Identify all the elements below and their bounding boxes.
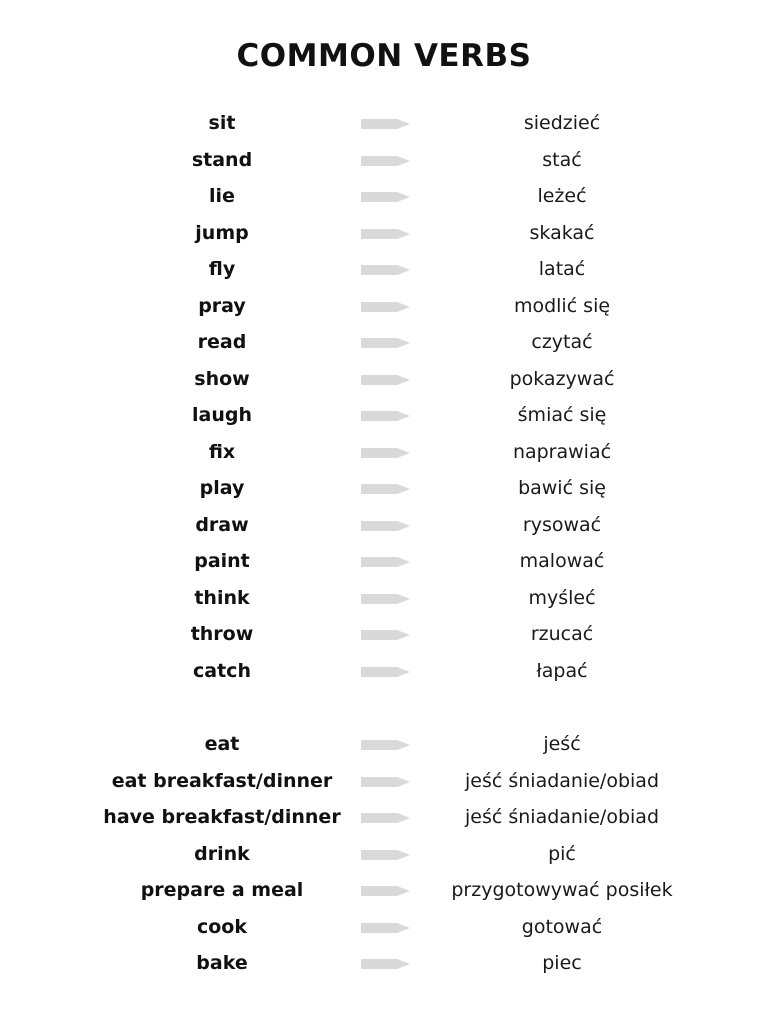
arrow-icon <box>361 337 411 349</box>
polish-translation: bawić się <box>518 477 606 499</box>
verb-row <box>0 585 768 611</box>
arrow-icon <box>361 191 411 203</box>
english-verb: drink <box>194 843 250 865</box>
english-verb: draw <box>195 514 249 536</box>
verb-row <box>0 731 768 757</box>
verb-row <box>0 256 768 282</box>
english-verb: bake <box>196 952 248 974</box>
verb-row <box>0 220 768 246</box>
verb-row <box>0 366 768 392</box>
arrow-icon <box>361 520 411 532</box>
english-verb: sit <box>208 112 236 134</box>
english-verb: eat <box>204 733 240 755</box>
english-verb: stand <box>191 149 253 171</box>
english-verb: lie <box>209 185 235 207</box>
english-verb: eat breakfast/dinner <box>111 770 333 792</box>
english-verb: play <box>199 477 245 499</box>
english-verb: throw <box>190 623 254 645</box>
arrow-icon <box>361 447 411 459</box>
arrow-icon <box>361 666 411 678</box>
verb-row <box>0 877 768 903</box>
arrow-icon <box>361 483 411 495</box>
verb-row <box>0 512 768 538</box>
arrow-icon <box>361 629 411 641</box>
polish-translation: rzucać <box>530 623 594 645</box>
arrow-icon <box>361 264 411 276</box>
verb-row <box>0 768 768 794</box>
english-verb: show <box>194 368 250 390</box>
polish-translation: jeść śniadanie/obiad <box>465 806 659 828</box>
arrow-icon <box>361 739 411 751</box>
english-verb: pray <box>198 295 246 317</box>
verb-row <box>0 147 768 173</box>
polish-translation: latać <box>538 258 586 280</box>
arrow-icon <box>361 155 411 167</box>
arrow-icon <box>361 958 411 970</box>
verb-row <box>0 548 768 574</box>
polish-translation: łapać <box>536 660 588 682</box>
verb-row <box>0 475 768 501</box>
verb-row <box>0 110 768 136</box>
polish-translation: jeść śniadanie/obiad <box>465 770 659 792</box>
english-verb: cook <box>196 916 247 938</box>
verb-row <box>0 841 768 867</box>
verb-row <box>0 329 768 355</box>
verb-row <box>0 804 768 830</box>
polish-translation: stać <box>542 149 582 171</box>
english-verb: think <box>194 587 250 609</box>
english-verb: fix <box>208 441 236 463</box>
arrow-icon <box>361 228 411 240</box>
verb-row <box>0 183 768 209</box>
verb-row <box>0 914 768 940</box>
english-verb: read <box>197 331 247 353</box>
arrow-icon <box>361 593 411 605</box>
arrow-icon <box>361 812 411 824</box>
verb-row <box>0 621 768 647</box>
polish-translation: przygotowywać posiłek <box>451 879 673 901</box>
english-verb: laugh <box>192 404 252 426</box>
polish-translation: pić <box>548 843 576 865</box>
arrow-icon <box>361 922 411 934</box>
arrow-icon <box>361 374 411 386</box>
arrow-icon <box>361 849 411 861</box>
polish-translation: siedzieć <box>523 112 601 134</box>
polish-translation: skakać <box>529 222 595 244</box>
arrow-icon <box>361 410 411 422</box>
verb-row <box>0 439 768 465</box>
verb-row <box>0 293 768 319</box>
english-verb: catch <box>193 660 251 682</box>
polish-translation: naprawiać <box>512 441 612 463</box>
english-verb: prepare a meal <box>140 879 304 901</box>
arrow-icon <box>361 885 411 897</box>
polish-translation: modlić się <box>513 295 611 317</box>
polish-translation: czytać <box>531 331 593 353</box>
page-title: COMMON VERBS <box>236 38 532 74</box>
polish-translation: jeść <box>543 733 581 755</box>
verb-row <box>0 402 768 428</box>
arrow-icon <box>361 118 411 130</box>
polish-translation: piec <box>542 952 582 974</box>
arrow-icon <box>361 301 411 313</box>
english-verb: paint <box>194 550 250 572</box>
english-verb: jump <box>195 222 249 244</box>
polish-translation: gotować <box>521 916 603 938</box>
english-verb: have breakfast/dinner <box>103 806 341 828</box>
arrow-icon <box>361 776 411 788</box>
polish-translation: malować <box>519 550 605 572</box>
verb-row <box>0 658 768 684</box>
verb-row <box>0 950 768 976</box>
arrow-icon <box>361 556 411 568</box>
polish-translation: rysować <box>522 514 602 536</box>
polish-translation: śmiać się <box>517 404 607 426</box>
polish-translation: myśleć <box>528 587 596 609</box>
polish-translation: pokazywać <box>509 368 615 390</box>
polish-translation: leżeć <box>537 185 587 207</box>
english-verb: fly <box>208 258 236 280</box>
